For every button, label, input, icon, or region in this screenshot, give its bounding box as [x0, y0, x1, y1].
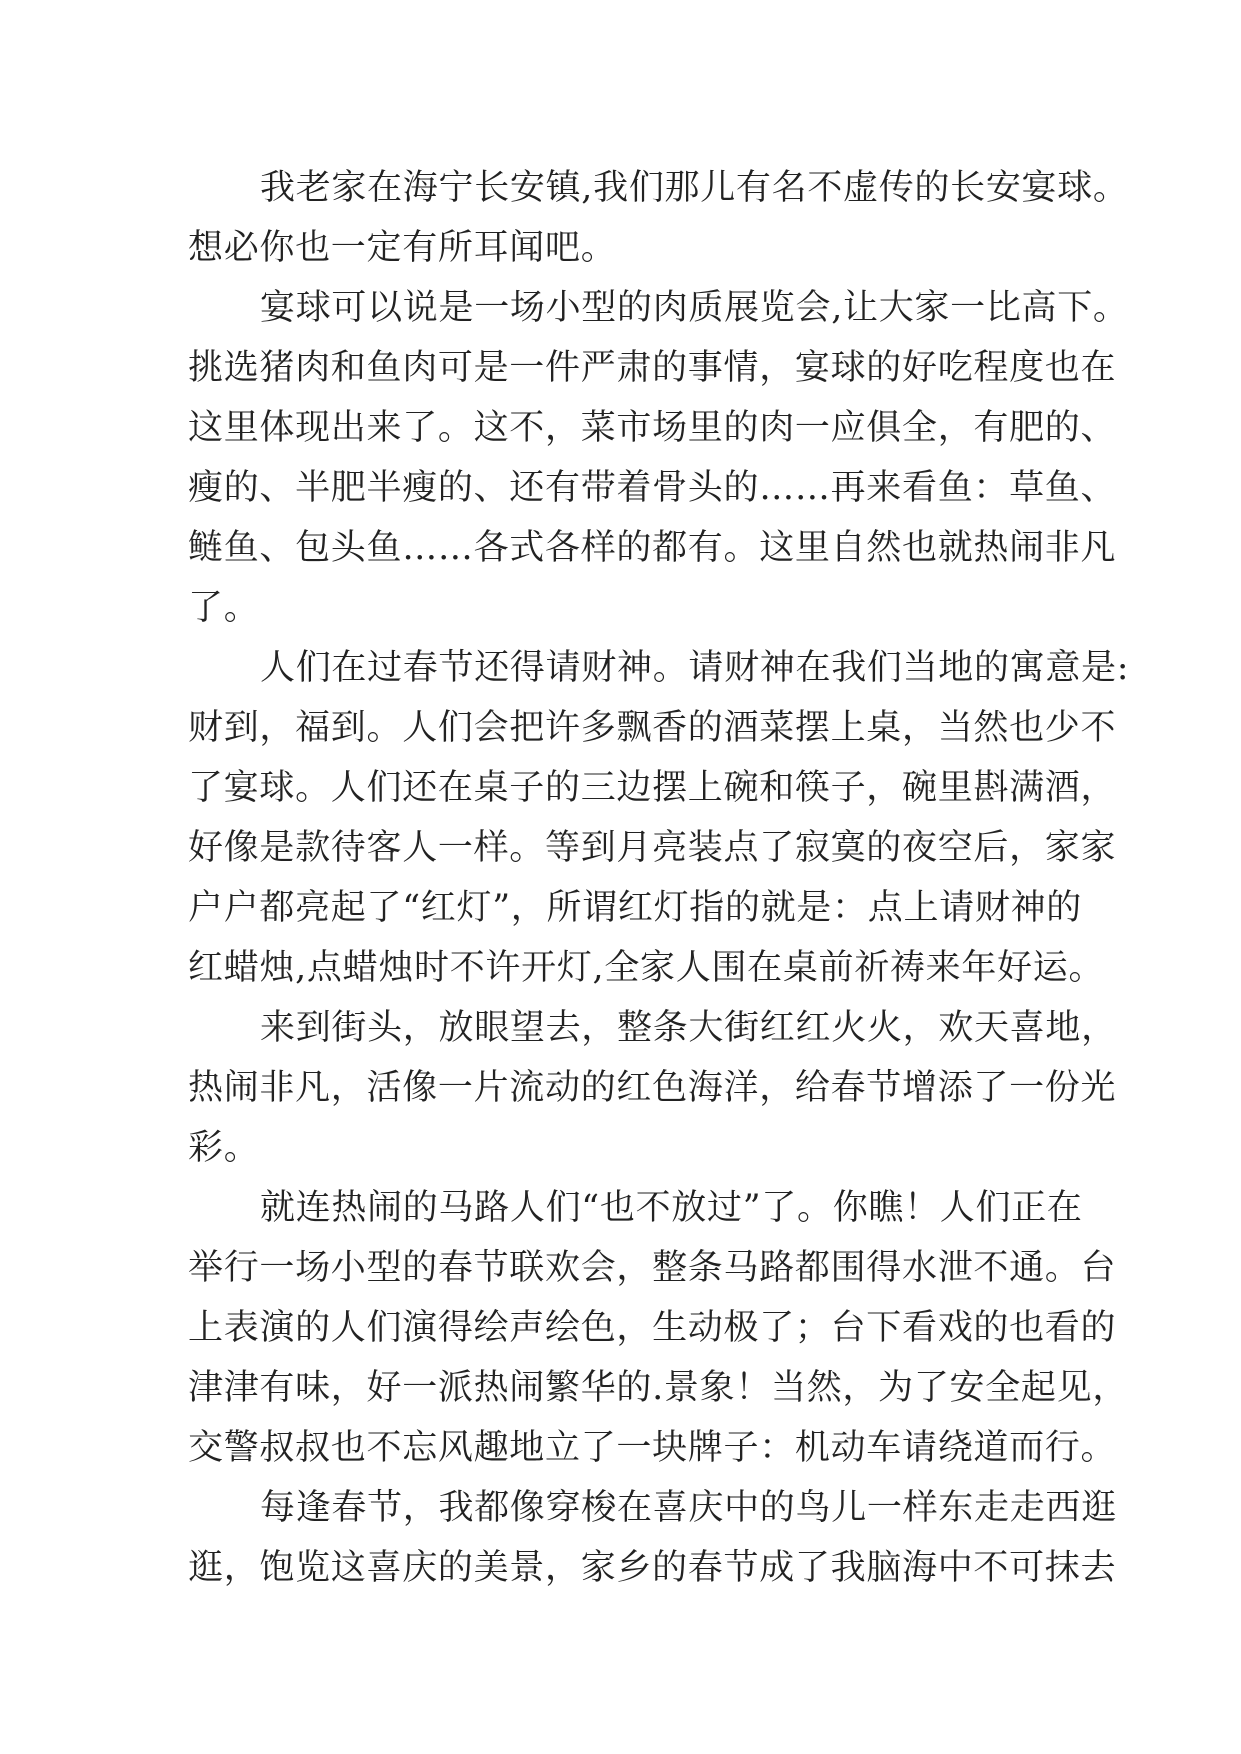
paragraph-2-line-6: 了。 [188, 588, 260, 628]
paragraph-2-line-1: 宴球可以说是一场小型的肉质展览会,让大家一比高下。 [260, 288, 1129, 328]
paragraph-1-line-2: 想必你也一定有所耳闻吧。 [188, 228, 617, 268]
paragraph-3-line-4: 好像是款待客人一样。等到月亮装点了寂寞的夜空后，家家 [188, 828, 1117, 868]
paragraph-3-line-3: 了宴球。人们还在桌子的三边摆上碗和筷子，碗里斟满酒， [188, 768, 1117, 808]
paragraph-2-line-2: 挑选猪肉和鱼肉可是一件严肃的事情，宴球的好吃程度也在 [188, 348, 1117, 388]
paragraph-1-line-1: 我老家在海宁长安镇,我们那儿有名不虚传的长安宴球。 [260, 168, 1129, 208]
paragraph-2-line-3: 这里体现出来了。这不，菜市场里的肉一应俱全，有肥的、 [188, 408, 1117, 448]
paragraph-4-line-1: 来到街头，放眼望去，整条大街红红火火，欢天喜地， [260, 1008, 1117, 1048]
document-body [188, 158, 1130, 1598]
paragraph-5-line-4: 津津有味，好一派热闹繁华的.景象！当然，为了安全起见， [188, 1368, 1129, 1408]
paragraph-3-line-5: 户户都亮起了“红灯”，所谓红灯指的就是：点上请财神的 [188, 888, 1082, 928]
paragraph-5-line-2: 举行一场小型的春节联欢会，整条马路都围得水泄不通。台 [188, 1248, 1117, 1288]
paragraph-6-line-1: 每逢春节，我都像穿梭在喜庆中的鸟儿一样东走走西逛 [260, 1488, 1117, 1528]
paragraph-2-line-4: 瘦的、半肥半瘦的、还有带着骨头的……再来看鱼：草鱼、 [188, 468, 1117, 508]
paragraph-5-line-5: 交警叔叔也不忘风趣地立了一块牌子：机动车请绕道而行。 [188, 1428, 1117, 1468]
paragraph-4-line-2: 热闹非凡，活像一片流动的红色海洋，给春节增添了一份光 [188, 1068, 1117, 1108]
paragraph-4-line-3: 彩。 [188, 1128, 260, 1168]
paragraph-3-line-1: 人们在过春节还得请财神。请财神在我们当地的寓意是: [260, 648, 1130, 688]
paragraph-6-line-2: 逛，饱览这喜庆的美景，家乡的春节成了我脑海中不可抹去 [188, 1548, 1117, 1588]
paragraph-3-line-2: 财到，福到。人们会把许多飘香的酒菜摆上桌，当然也少不 [188, 708, 1117, 748]
paragraph-5-line-3: 上表演的人们演得绘声绘色，生动极了；台下看戏的也看的 [188, 1308, 1117, 1348]
paragraph-2-line-5: 鲢鱼、包头鱼……各式各样的都有。这里自然也就热闹非凡 [188, 528, 1117, 568]
paragraph-5-line-1: 就连热闹的马路人们“也不放过”了。你瞧！人们正在 [260, 1188, 1083, 1228]
paragraph-3-line-6: 红蜡烛,点蜡烛时不许开灯,全家人围在桌前祈祷来年好运。 [188, 948, 1105, 988]
